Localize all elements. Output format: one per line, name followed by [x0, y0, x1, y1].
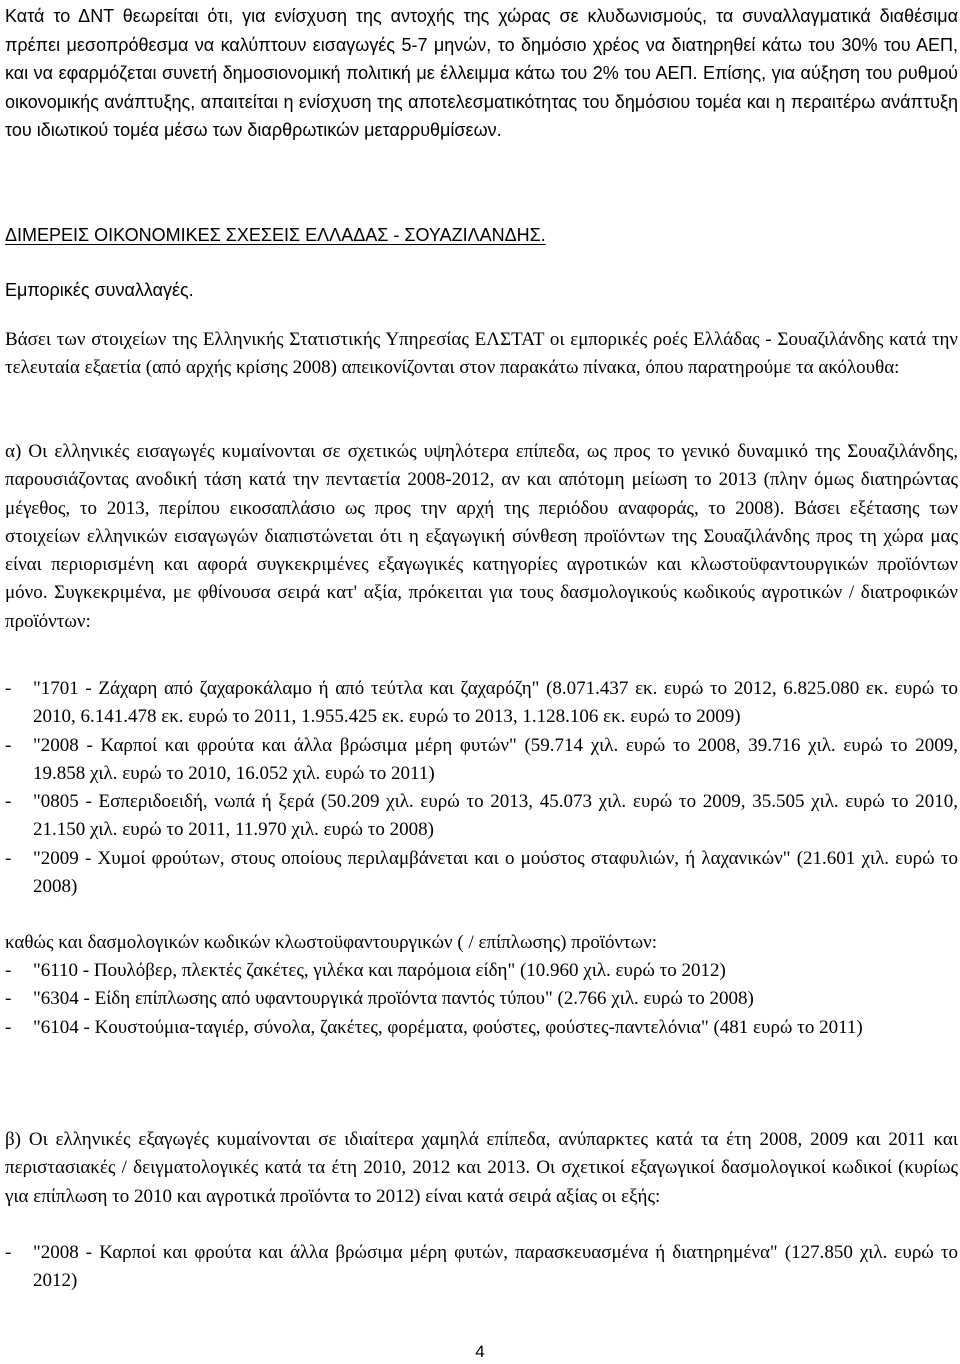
section-subheading: Εμπορικές συναλλαγές. — [5, 280, 194, 300]
list-dash: - — [5, 791, 12, 813]
list-item-text: "6110 - Πουλόβερ, πλεκτές ζακέτες, γιλέκα και παρόμοια είδη" (10.960 χιλ. ευρώ το 2012) — [33, 960, 726, 981]
list-item — [5, 1239, 958, 1296]
list-item-text: "6104 - Κουστούμια-ταγιέρ, σύνολα, ζακέτες, φορέματα, φούστες, φούστες-παντελόνια" (481 ευρώ το 2011) — [33, 1016, 863, 1038]
list-dash: - — [5, 1242, 12, 1263]
overview-paragraph: Βάσει των στοιχείων της Ελληνικής Στατιστικής Υπηρεσίας ΕΛΣΤΑΤ οι εμπορικές ροές Ελλάδας - Σουαζιλάνδης κατά την τελευταία εξαετία (από αρχής κρίσης 2008) απεικονίζονται στον παρακάτω πίνακα, όπου παρατηρούμε τα ακόλουθα: — [5, 329, 958, 379]
textiles-intro-paragraph: καθώς και δασμολογικών κωδικών κλωστοϋφαντουργικών ( / επίπλωσης) προϊόντων: — [5, 932, 658, 953]
page-number: 4 — [475, 1342, 485, 1361]
section-heading: ΔΙΜΕΡΕΙΣ ΟΙΚΟΝΟΜΙΚΕΣ ΣΧΕΣΕΙΣ ΕΛΛΑΔΑΣ - ΣΟΥΑΖΙΛΑΝΔΗΣ. — [5, 225, 546, 245]
list-item — [5, 985, 958, 1013]
exports-list — [5, 1239, 958, 1296]
list-dash: - — [5, 678, 12, 699]
list-dash: - — [5, 734, 12, 756]
list-dash: - — [5, 847, 12, 869]
list-item-text: "2009 - Χυμοί φρούτων, στους οποίους περιλαμβάνεται και ο μούστος σταφυλιών, ή λαχανικών" (21.601 χιλ. ευρώ το 2008) — [33, 847, 958, 898]
agri-imports-list — [5, 675, 958, 901]
list-dash: - — [5, 1016, 12, 1038]
list-item — [5, 957, 958, 985]
imports-paragraph: α) Οι ελληνικές εισαγωγές κυμαίνονται σε σχετικώς υψηλότερα επίπεδα, ως προς το γενικό δυναμικό της Σουαζιλάνδης, παρουσιάζοντας ανοδική τάση κατά την πενταετία 2008-2012, αν και απότομη μείωση το 2013 (πλην όμως διατηρώντας μέγεθος, το 2013, περίπου εικοσαπλάσιο ως προς την αρχή της περιόδου αναφοράς, το 2008). Βάσει εξέτασης των στοιχείων ελληνικών εισαγωγών διαπιστώνεται ότι η εξαγωγική σύνθεση προϊόντων της Σουαζιλάνδης προς τη χώρα μας είναι περιορισμένη και αφορά συγκεκριμένες εξαγωγικές κατηγορίες αγροτικών και κλωστοϋφαντουργικών προϊόντων μόνο. Συγκεκριμένα, με φθίνουσα σειρά κατ' αξία, πρόκειται για τους δασμολογικούς κωδικούς αγροτικών / διατροφικών προϊόντων: — [5, 441, 958, 632]
list-item — [5, 675, 958, 732]
list-dash: - — [5, 988, 12, 1010]
list-dash: - — [5, 960, 12, 981]
list-item-text: "0805 - Εσπεριδοειδή, νωπά ή ξερά (50.209 χιλ. ευρώ το 2013, 45.073 χιλ. ευρώ το 2009, 35.505 χιλ. ευρώ το 2010, 21.150 χιλ. ευρώ το 2011, 11.970 χιλ. ευρώ το 2008) — [33, 791, 958, 841]
list-item — [5, 788, 958, 845]
list-item-text: "2008 - Καρποί και φρούτα και άλλα βρώσιμα μέρη φυτών, παρασκευασμένα ή διατηρημένα" (127.850 χιλ. ευρώ το 2012) — [33, 1242, 958, 1292]
intro-paragraph: Κατά το ΔΝΤ θεωρείται ότι, για ενίσχυση της αντοχής της χώρας σε κλυδωνισμούς, τα συναλλαγματικά διαθέσιμα πρέπει μεσοπρόθεσμα να καλύπτουν εισαγωγές 5-7 μηνών, το δημόσιο χρέος να διατηρηθεί κάτω του 30% του ΑΕΠ, και να εφαρμόζεται συνετή δημοσιονομική πολιτική με έλλειμμα κάτω του 2% του ΑΕΠ. Επίσης, για αύξηση του ρυθμού οικονομικής ανάπτυξης, απαιτείται η ενίσχυση της αποτελεσματικότητας του δημόσιου τομέα και η περαιτέρω ανάπτυξη του ιδιωτικού τομέα μέσω των διαρθρωτικών μεταρρυθμίσεων. — [5, 6, 958, 141]
list-item-text: "2008 - Καρποί και φρούτα και άλλα βρώσιμα μέρη φυτών" (59.714 χιλ. ευρώ το 2008, 39.716 χιλ. ευρώ το 2009, 19.858 χιλ. ευρώ το 2010, 16.052 χιλ. ευρώ το 2011) — [33, 734, 958, 784]
list-item — [5, 1014, 958, 1042]
list-item — [5, 732, 958, 789]
exports-paragraph: β) Οι ελληνικές εξαγωγές κυμαίνονται σε ιδιαίτερα χαμηλά επίπεδα, ανύπαρκτες κατά τα έτη 2008, 2009 και 2011 και περιστασιακές / δειγματολογικές κατά τα έτη 2010, 2012 και 2013. Οι σχετικοί εξαγωγικοί δασμολογικοί κωδικοί (κυρίως για επίπλωση το 2010 και αγροτικά προϊόντα το 2012) είναι κατά σειρά αξίας οι εξής: — [5, 1129, 958, 1207]
list-item-text: "6304 - Είδη επίπλωσης από υφαντουργικά προϊόντα παντός τύπου" (2.766 χιλ. ευρώ το 2008) — [33, 988, 754, 1010]
list-item — [5, 845, 958, 902]
list-item-text: "1701 - Ζάχαρη από ζαχαροκάλαμο ή από τεύτλα και ζαχαρόζη" (8.071.437 εκ. ευρώ το 2012, 6.825.080 εκ. ευρώ το 2010, 6.141.478 εκ. ευρώ το 2011, 1.955.425 εκ. ευρώ το 2013, 1.128.106 εκ. ευρώ το 2009) — [33, 678, 958, 728]
textile-imports-list — [5, 957, 958, 1042]
